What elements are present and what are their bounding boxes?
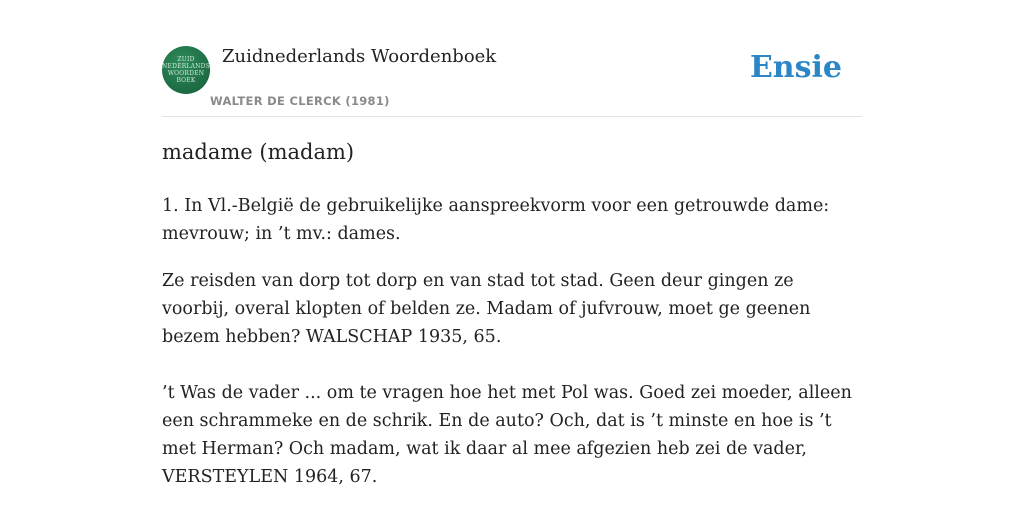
dictionary-header xyxy=(162,0,862,117)
dictionary-logo[interactable] xyxy=(162,46,210,94)
logo-text: ZUID NEDERLANDS WOORDEN BOEK xyxy=(162,56,210,84)
entry-definition: 1. In Vl.-België de gebruikelijke aanspreekvorm voor een getrouwde dame: mevrouw; in ’t mv.: dames. xyxy=(162,196,830,244)
ensie-brand-link[interactable]: Ensie xyxy=(749,50,842,85)
entry-title: madame (madam) xyxy=(162,140,355,164)
example-quote: Ze reisden van dorp tot dorp en van stad tot stad. Geen deur gingen ze voorbij, overal klopten of belden ze. Madam of jufvrouw, moet ge geenen bezem hebben? WALSCHAP 1935, 65. xyxy=(162,271,811,347)
example-quote: ’t Was de vader ... om te vragen hoe het met Pol was. Goed zei moeder, alleen een schrammeke en de schrik. En de auto? Och, dat is ’t minste en hoe is ’t met Herman? Och madam, wat ik daar al mee afgezien heb zei de vader, VERSTEYLEN 1964, 67. xyxy=(162,383,852,487)
page-container xyxy=(162,0,862,487)
dictionary-title[interactable]: Zuidnederlands Woordenboek xyxy=(222,46,497,67)
dictionary-author: WALTER DE CLERCK (1981) xyxy=(210,94,390,108)
